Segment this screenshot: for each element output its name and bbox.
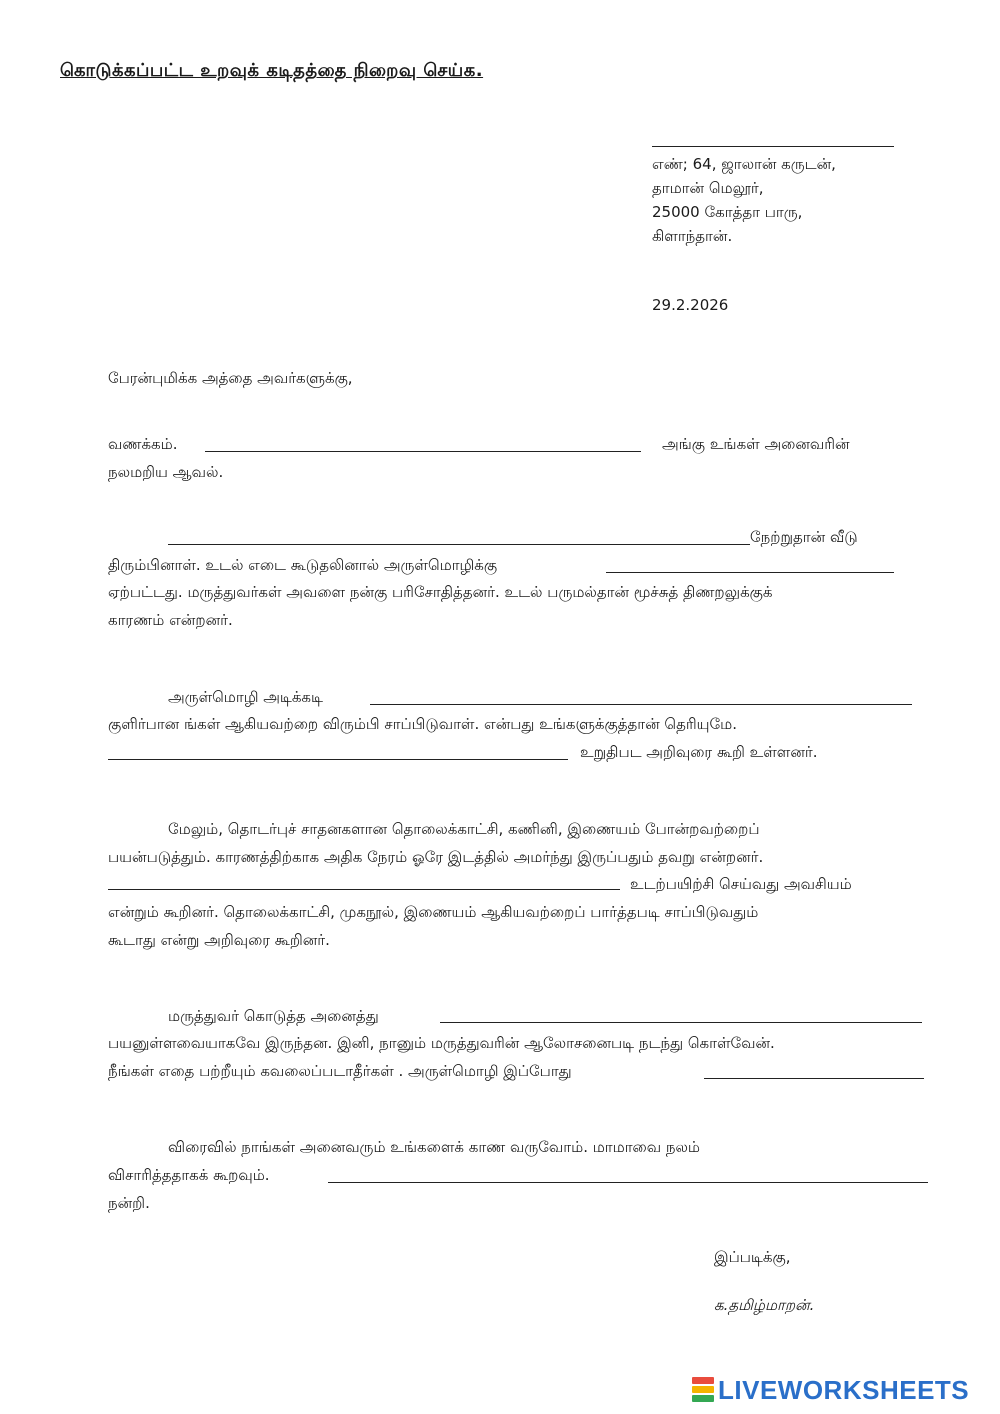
para4-line-1-start: மருத்துவர் கொடுத்த அனைத்து xyxy=(168,1007,379,1025)
para1-line-4: காரணம் என்றனர். xyxy=(108,611,233,629)
blank-7[interactable] xyxy=(440,1022,922,1023)
para5-line-1: விரைவில் நாங்கள் அனைவரும் உங்களைக் காண வருவோம். மாமாவை நலம் xyxy=(168,1138,701,1156)
salutation: பேரன்புமிக்க அத்தை அவர்களுக்கு, xyxy=(108,369,353,387)
para2-line-3-end: உறுதிபட அறிவுரை கூறி உள்ளனர். xyxy=(580,743,818,761)
liveworksheets-icon xyxy=(692,1377,714,1403)
liveworksheets-logo xyxy=(692,1374,969,1406)
closing: இப்படிக்கு, xyxy=(714,1248,791,1266)
para4-line-2: பயனுள்ளவையாகவே இருந்தன. இனி, நானும் மருத்துவரின் ஆலோசனைபடி நடந்து கொள்வேன். xyxy=(108,1034,775,1052)
para3-line-3-end: உடற்பயிற்சி செய்வது அவசியம் xyxy=(630,875,852,893)
liveworksheets-text: LIVEWORKSHEETS xyxy=(718,1374,970,1405)
para1-line-1-end: நேற்றுதான் வீடு xyxy=(750,528,858,546)
para2-line-2: குளிர்பான ங்கள் ஆகியவற்றை விரும்பி சாப்பிடுவாள். என்பது உங்களுக்குத்தான் தெரியுமே. xyxy=(108,715,737,733)
greeting-start: வணக்கம். xyxy=(108,435,178,453)
para3-line-4: என்றும் கூறினர். தொலைக்காட்சி, முகநூல், இணையம் ஆகியவற்றைப் பார்த்தபடி சாப்பிடுவதும் xyxy=(108,903,759,921)
address-line-3: 25000 கோத்தா பாரு, xyxy=(652,203,803,221)
blank-9[interactable] xyxy=(328,1182,928,1183)
para5-line-3: நன்றி. xyxy=(108,1194,150,1212)
blank-1[interactable] xyxy=(205,451,641,452)
sender-address xyxy=(652,152,836,248)
para3-line-1: மேலும், தொடர்புச் சாதனகளான தொலைக்காட்சி, கணினி, இணையம் போன்றவற்றைப் xyxy=(168,820,760,838)
blank-2[interactable] xyxy=(168,544,750,545)
blank-4[interactable] xyxy=(370,704,912,705)
address-line-4: கிளாந்தான். xyxy=(652,227,733,245)
para3-line-5: கூடாது என்று அறிவுரை கூறினர். xyxy=(108,931,330,949)
address-line-2: தாமான் மெலூர், xyxy=(652,179,764,197)
letter-date: 29.2.2026 xyxy=(652,296,729,314)
signature: க.தமிழ்மாறன். xyxy=(714,1296,815,1314)
para3-line-2: பயன்படுத்தும். காரணத்திற்காக அதிக நேரம் ஓரே இடத்தில் அமர்ந்து இருப்பதும் தவறு என்றனர். xyxy=(108,848,764,866)
address-line-1: எண்; 64, ஜாலான் கருடன், xyxy=(652,155,836,173)
greeting-end: அங்கு உங்கள் அனைவரின் xyxy=(662,435,850,453)
blank-6[interactable] xyxy=(108,889,620,890)
greeting-line-2: நலமறிய ஆவல். xyxy=(108,463,224,481)
para4-line-3-start: நீங்கள் எதை பற்றீயும் கவலைப்படாதீர்கள் . அருள்மொழி இப்போது xyxy=(108,1062,572,1080)
address-top-line xyxy=(652,146,894,147)
para1-line-2-start: திரும்பினாள். உடல் எடை கூடுதலினால் அருள்மொழிக்கு xyxy=(108,556,498,574)
para2-line-1-start: அருள்மொழி அடிக்கடி xyxy=(168,688,323,706)
blank-8[interactable] xyxy=(704,1078,924,1079)
worksheet-title: கொடுக்கப்பட்ட உறவுக் கடிதத்தை நிறைவு செய்க. xyxy=(60,60,484,81)
para5-line-2-start: விசாரித்ததாகக் கூறவும். xyxy=(108,1166,270,1184)
para1-line-3: ஏற்பட்டது. மருத்துவர்கள் அவளை நன்கு பரிசோதித்தனர். உடல் பருமல்தான் மூச்சுத் திணறலுக்குக் xyxy=(108,583,773,601)
blank-3[interactable] xyxy=(606,572,894,573)
blank-5[interactable] xyxy=(108,759,568,760)
